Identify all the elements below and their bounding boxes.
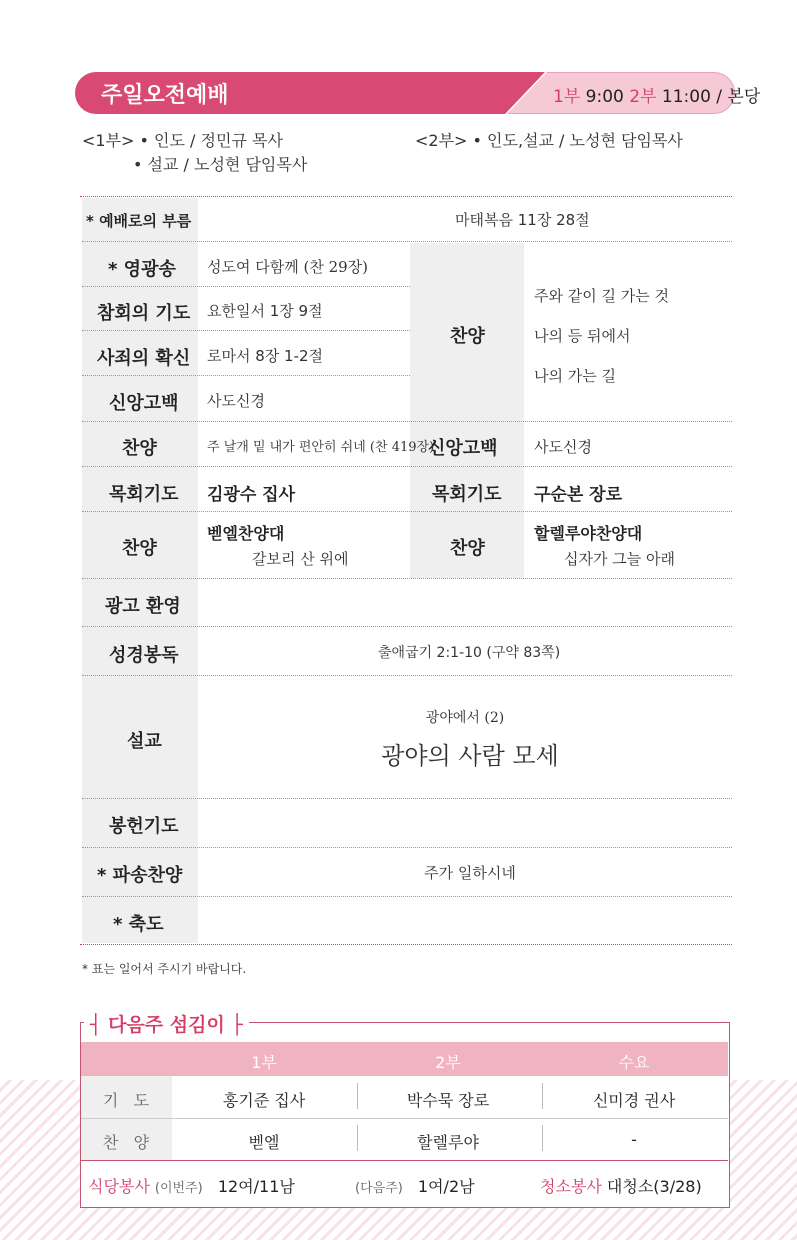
anthem-label: 찬양	[450, 326, 485, 347]
part1-time: 9:00	[585, 87, 624, 107]
top-divider	[80, 196, 732, 197]
row-divider	[82, 578, 732, 579]
row-divider	[82, 375, 410, 376]
bottom-divider	[80, 944, 732, 945]
choir-label: 찬양	[122, 538, 157, 559]
call-to-worship-value: 마태복음 11장 28절	[455, 211, 590, 229]
row-praise-1bu: 벧엘	[248, 1133, 280, 1152]
col-1bu: 1부	[251, 1053, 277, 1072]
row-divider	[82, 466, 732, 467]
choir2-label: 찬양	[450, 538, 485, 559]
doxology-label: * 영광송	[108, 259, 176, 280]
hymn-value: 주 날개 밑 내가 편안히 쉬네 (찬 419장)	[207, 440, 435, 455]
creed-label: 신앙고백	[109, 393, 179, 414]
row-divider	[82, 241, 732, 242]
title-bracket-right: ├	[224, 1014, 243, 1036]
separator	[542, 1083, 543, 1109]
part2-leader: <2부> • 인도,설교 / 노성현 담임목사	[415, 131, 683, 150]
doxology-value: 성도여 다함께 (찬 29장)	[207, 258, 369, 276]
next-week-title-text: 다음주 섬김이	[108, 1014, 225, 1036]
sermon-subtitle: 광야에서 (2)	[425, 710, 505, 726]
row-praise-wed: -	[631, 1130, 637, 1149]
next-value: 1여/2남	[417, 1177, 475, 1196]
row-divider	[81, 1118, 728, 1119]
sermon-label: 설교	[127, 731, 162, 752]
row-prayer-label: 기 도	[102, 1091, 150, 1110]
offering-prayer-label: 봉헌기도	[109, 816, 179, 837]
service-header	[75, 72, 761, 114]
part2-time: 11:00 / 본당	[661, 87, 761, 107]
scripture-label: 성경봉독	[109, 645, 179, 666]
assurance-value: 로마서 8장 1-2절	[207, 347, 324, 365]
row-divider	[82, 626, 732, 627]
repentance-value: 요한일서 1장 9절	[207, 302, 323, 320]
part1-label: 1부	[553, 87, 581, 107]
standing-note: * 표는 일어서 주시기 바랍니다.	[82, 962, 247, 976]
pastoral-prayer2-label: 목회기도	[432, 484, 502, 505]
row-divider	[82, 286, 410, 287]
creed2-value: 사도신경	[534, 438, 592, 456]
anthem-song-2: 나의 등 뒤에서	[534, 327, 631, 345]
pastoral-prayer2-value: 구순본 장로	[534, 485, 623, 505]
creed2-label: 신앙고백	[428, 438, 498, 459]
pastoral-prayer-label: 목회기도	[109, 484, 179, 505]
row-praise-2bu: 할렐루야	[417, 1133, 479, 1152]
assurance-label: 사죄의 확신	[97, 348, 191, 369]
footer-divider	[81, 1160, 728, 1161]
call-to-worship-label: * 예배로의 부름	[86, 212, 192, 230]
row-prayer-2bu: 박수묵 장로	[406, 1091, 490, 1110]
hymn-label: 찬양	[122, 438, 157, 459]
col-wednesday: 수요	[618, 1053, 650, 1072]
creed-value: 사도신경	[207, 392, 265, 410]
part1-preacher: • 설교 / 노성현 담임목사	[133, 155, 308, 174]
row-divider	[82, 847, 732, 848]
clean-label: 청소봉사	[540, 1177, 602, 1196]
choir2-song: 십자가 그늘 아래	[564, 550, 675, 568]
service-title: 주일오전예배	[101, 83, 229, 108]
separator	[357, 1125, 358, 1151]
announcement-label: 광고 환영	[105, 596, 181, 617]
next-meal-service	[355, 1174, 475, 1197]
row-divider	[82, 330, 410, 331]
anthem-song-3: 나의 가는 길	[534, 367, 616, 385]
sending-hymn-value: 주가 일하시네	[424, 864, 516, 882]
row-praise-label: 찬 양	[102, 1133, 150, 1152]
row-prayer-wed: 신미경 권사	[592, 1091, 676, 1110]
service-times	[553, 82, 760, 107]
label-column-2-bg	[410, 243, 524, 578]
separator	[357, 1083, 358, 1109]
meal-note: (이번주)	[154, 1181, 203, 1196]
choir1-song: 갈보리 산 위에	[252, 550, 349, 568]
choir2-name: 할렐루야찬양대	[534, 524, 643, 543]
sermon-title: 광야의 사람 모세	[381, 742, 559, 770]
scripture-value: 출애굽기 2:1-10 (구약 83쪽)	[378, 645, 561, 661]
row-prayer-1bu: 홍기준 집사	[222, 1091, 306, 1110]
choir1-name: 벧엘찬양대	[207, 524, 285, 543]
separator	[542, 1125, 543, 1151]
benediction-label: * 축도	[113, 914, 164, 935]
repentance-label: 참회의 기도	[97, 303, 191, 324]
title-bracket-left: ┤	[90, 1014, 109, 1036]
row-divider	[82, 675, 732, 676]
clean-value: 대청소(3/28)	[606, 1177, 702, 1196]
row-divider	[82, 896, 732, 897]
row-divider	[82, 798, 732, 799]
meal-service	[88, 1174, 295, 1197]
meal-label: 식당봉사	[88, 1177, 150, 1196]
cleaning-service	[540, 1174, 702, 1197]
row-divider	[82, 511, 732, 512]
pastoral-prayer-value: 김광수 집사	[207, 485, 296, 505]
meal-value: 12여/11남	[217, 1177, 295, 1196]
col-2bu: 2부	[435, 1053, 461, 1072]
part2-label: 2부	[629, 87, 657, 107]
row-divider	[82, 421, 732, 422]
anthem-song-1: 주와 같이 길 가는 것	[534, 287, 669, 305]
sending-hymn-label: * 파송찬양	[97, 865, 183, 886]
next-week-title	[84, 1010, 249, 1037]
next-note: (다음주)	[355, 1181, 403, 1196]
part1-leader: <1부> • 인도 / 정민규 목사	[82, 131, 283, 150]
